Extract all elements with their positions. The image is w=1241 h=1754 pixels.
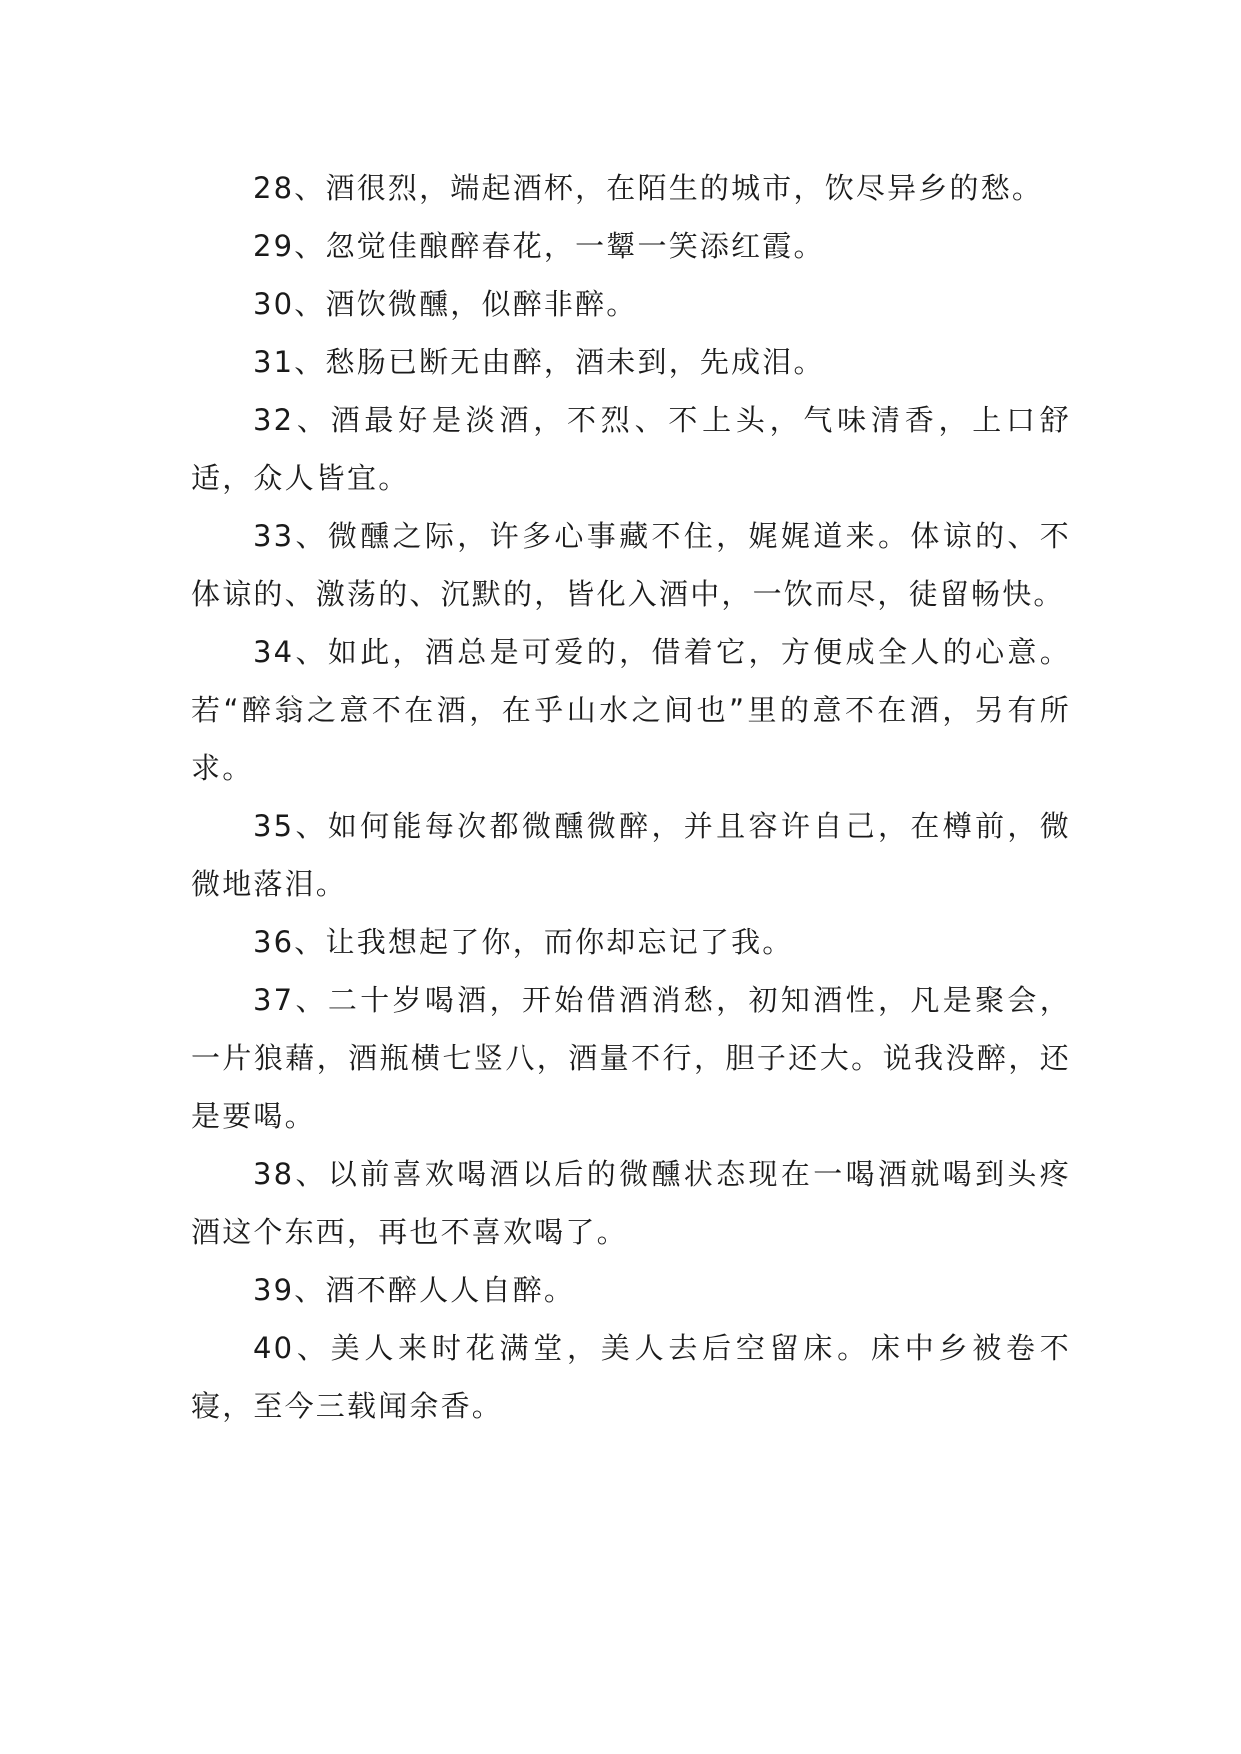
paragraph-35: 35、如何能每次都微醺微醉，并且容许自己，在樽前，微微地落泪。	[191, 809, 1071, 901]
paragraph-28: 28、酒很烈，端起酒杯，在陌生的城市，饮尽异乡的愁。	[253, 171, 1044, 205]
paragraph-37: 37、二十岁喝酒，开始借酒消愁，初知酒性，凡是聚会，一片狼藉，酒瓶横七竖八，酒量不行，胆子还大。说我没醉，还是要喝。	[191, 983, 1071, 1133]
paragraph-31: 31、愁肠已断无由醉，酒未到，先成泪。	[253, 345, 825, 379]
paragraph-30: 30、酒饮微醺，似醉非醉。	[253, 287, 638, 321]
document-body	[191, 159, 1071, 1435]
paragraph-36: 36、让我想起了你，而你却忘记了我。	[253, 925, 794, 959]
paragraph-34: 34、如此，酒总是可爱的，借着它，方便成全人的心意。若“醉翁之意不在酒，在乎山水之间也”里的意不在酒，另有所求。	[191, 635, 1071, 785]
paragraph-29: 29、忽觉佳酿醉春花，一颦一笑添红霞。	[253, 229, 825, 263]
paragraph-40: 40、美人来时花满堂，美人去后空留床。床中乡被卷不寝，至今三载闻余香。	[191, 1331, 1071, 1423]
paragraph-33: 33、微醺之际，许多心事藏不住，娓娓道来。体谅的、不体谅的、激荡的、沉默的，皆化入酒中，一饮而尽，徒留畅快。	[191, 519, 1071, 611]
paragraph-38: 38、以前喜欢喝酒以后的微醺状态现在一喝酒就喝到头疼酒这个东西，再也不喜欢喝了。	[191, 1157, 1071, 1249]
paragraph-39: 39、酒不醉人人自醉。	[253, 1273, 576, 1307]
paragraph-32: 32、酒最好是淡酒，不烈、不上头，气味清香，上口舒适，众人皆宜。	[191, 403, 1071, 495]
